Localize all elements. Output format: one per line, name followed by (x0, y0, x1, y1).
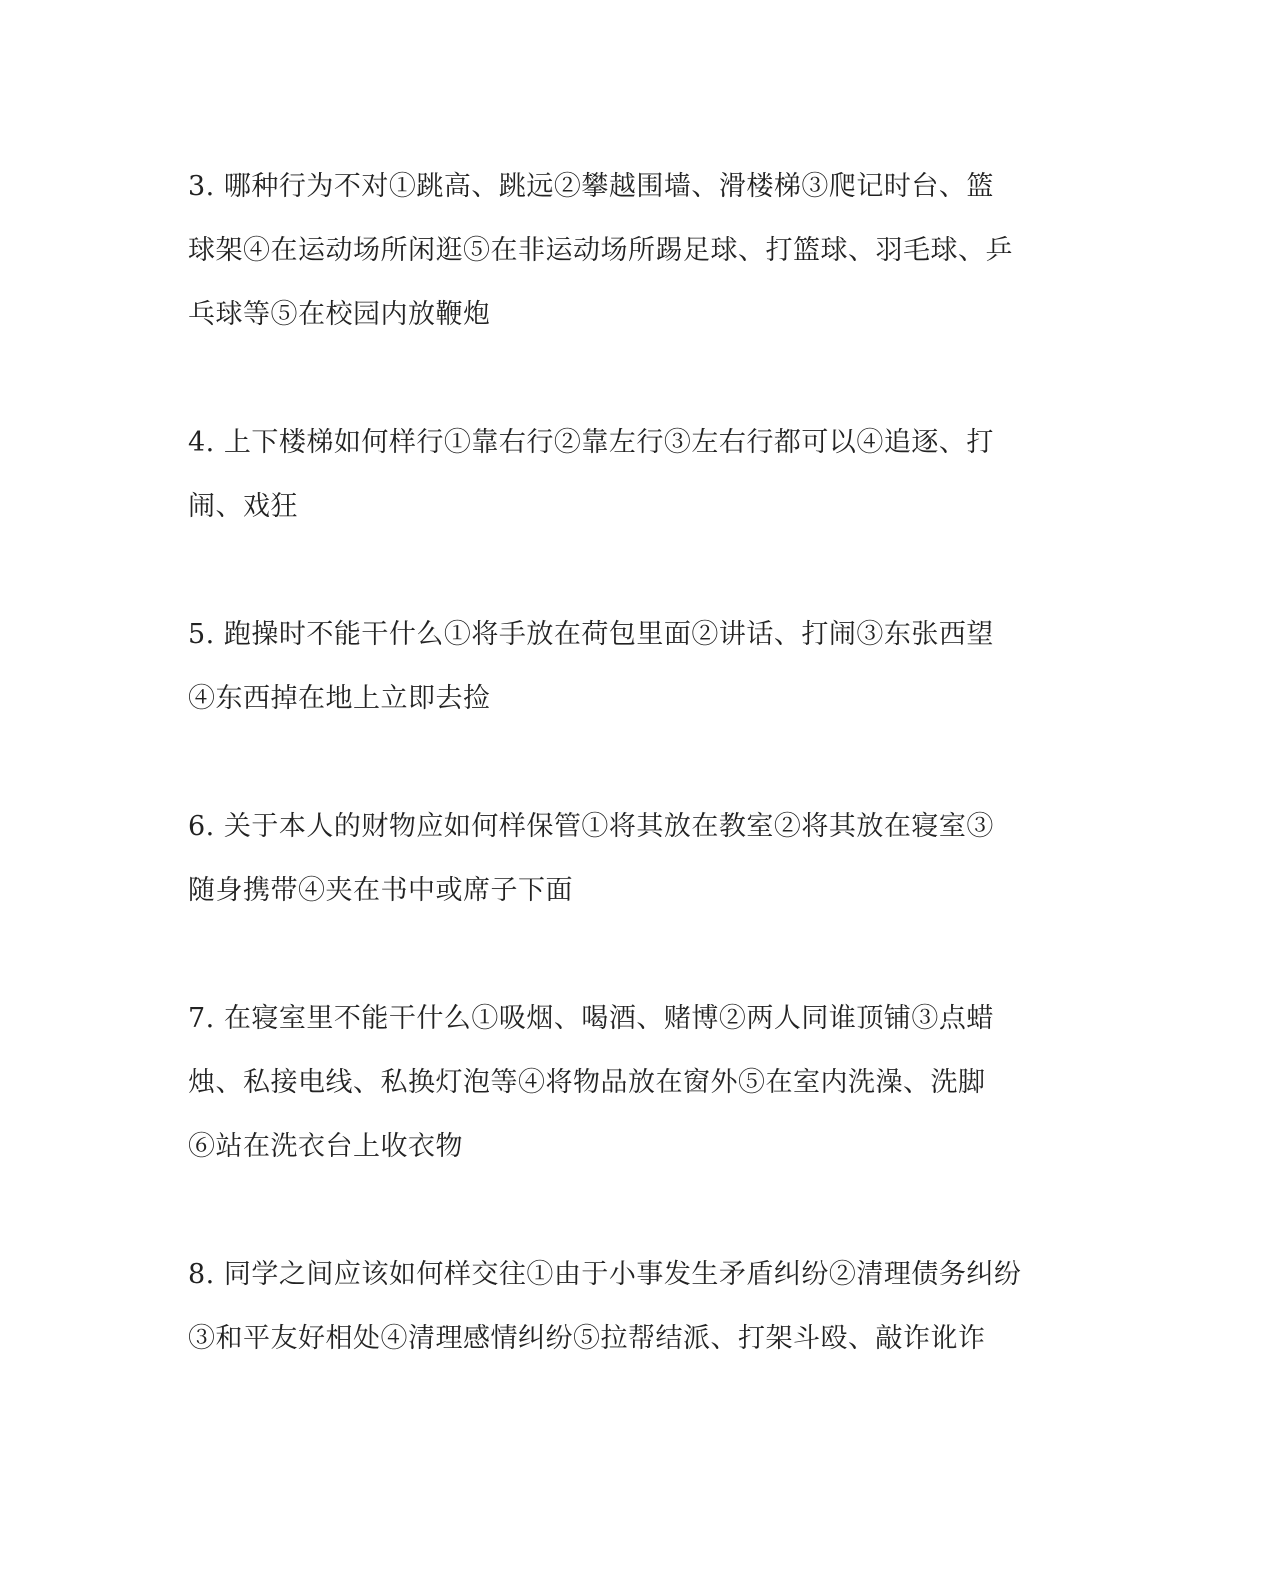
question-line: 烛、私接电线、私换灯泡等④将物品放在窗外⑤在室内洗澡、洗脚 (188, 1067, 986, 1098)
question-line: 5. 跑操时不能干什么①将手放在荷包里面②讲话、打闹③东张西望 (188, 619, 994, 650)
question-line: 乓球等⑤在校园内放鞭炮 (188, 299, 491, 330)
question-line: ③和平友好相处④清理感情纠纷⑤拉帮结派、打架斗殴、敲诈讹诈 (188, 1323, 986, 1354)
question-line: 3. 哪种行为不对①跳高、跳远②攀越围墙、滑楼梯③爬记时台、篮 (188, 171, 994, 202)
question-line: 4. 上下楼梯如何样行①靠右行②靠左行③左右行都可以④追逐、打 (188, 427, 994, 458)
question-line: 闹、戏狂 (188, 491, 298, 522)
question-5 (188, 603, 1068, 731)
question-line: 球架④在运动场所闲逛⑤在非运动场所踢足球、打篮球、羽毛球、乒 (188, 235, 1013, 266)
document-body (188, 155, 1068, 1435)
question-3 (188, 155, 1068, 347)
question-line: 6. 关于本人的财物应如何样保管①将其放在教室②将其放在寝室③ (188, 811, 994, 842)
question-line: ④东西掉在地上立即去捡 (188, 683, 491, 714)
question-8 (188, 1243, 1068, 1371)
question-line: ⑥站在洗衣台上收衣物 (188, 1131, 463, 1162)
question-4 (188, 411, 1068, 539)
question-line: 8. 同学之间应该如何样交往①由于小事发生矛盾纠纷②清理债务纠纷 (188, 1259, 1022, 1290)
question-6 (188, 795, 1068, 923)
question-7 (188, 987, 1068, 1179)
question-line: 随身携带④夹在书中或席子下面 (188, 875, 573, 906)
question-line: 7. 在寝室里不能干什么①吸烟、喝酒、赌博②两人同谁顶铺③点蜡 (188, 1003, 994, 1034)
